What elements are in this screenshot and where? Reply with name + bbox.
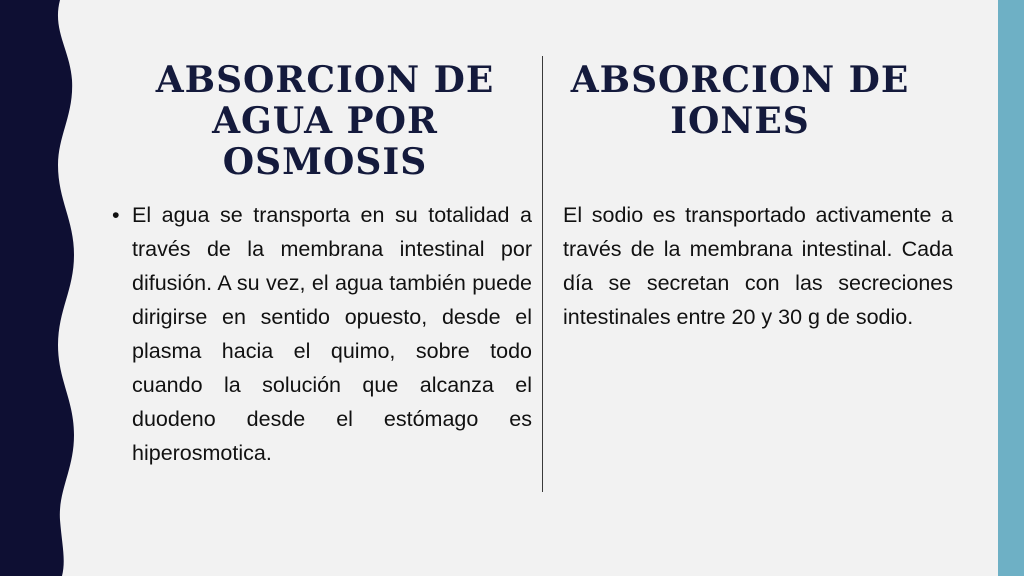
- right-column-body: El sodio es transportado activamente a través de la membrana intestinal. Cada día se secretan con las secreciones intestinales entre 20 y 30 g de sodio.: [563, 203, 953, 329]
- left-column-body: [112, 198, 532, 470]
- left-bullet-text: El agua se transporta en su totalidad a través de la membrana intestinal por difusión. A su vez, el agua también puede dirigirse en sentido opuesto, desde el plasma hacia el quimo, sobre todo cuando la solución que alcanza el duodeno desde el estómago es hiperosmotica.: [132, 203, 532, 465]
- left-wave-decoration: [0, 0, 80, 576]
- column-divider: [542, 56, 543, 492]
- bullet-icon: •: [112, 203, 120, 227]
- left-wave-shape: [0, 0, 74, 576]
- left-column-heading: ABSORCION DE AGUA POR OSMOSIS: [155, 59, 495, 183]
- right-column-heading: ABSORCION DE IONES: [570, 59, 910, 142]
- right-accent-bar: [998, 0, 1024, 576]
